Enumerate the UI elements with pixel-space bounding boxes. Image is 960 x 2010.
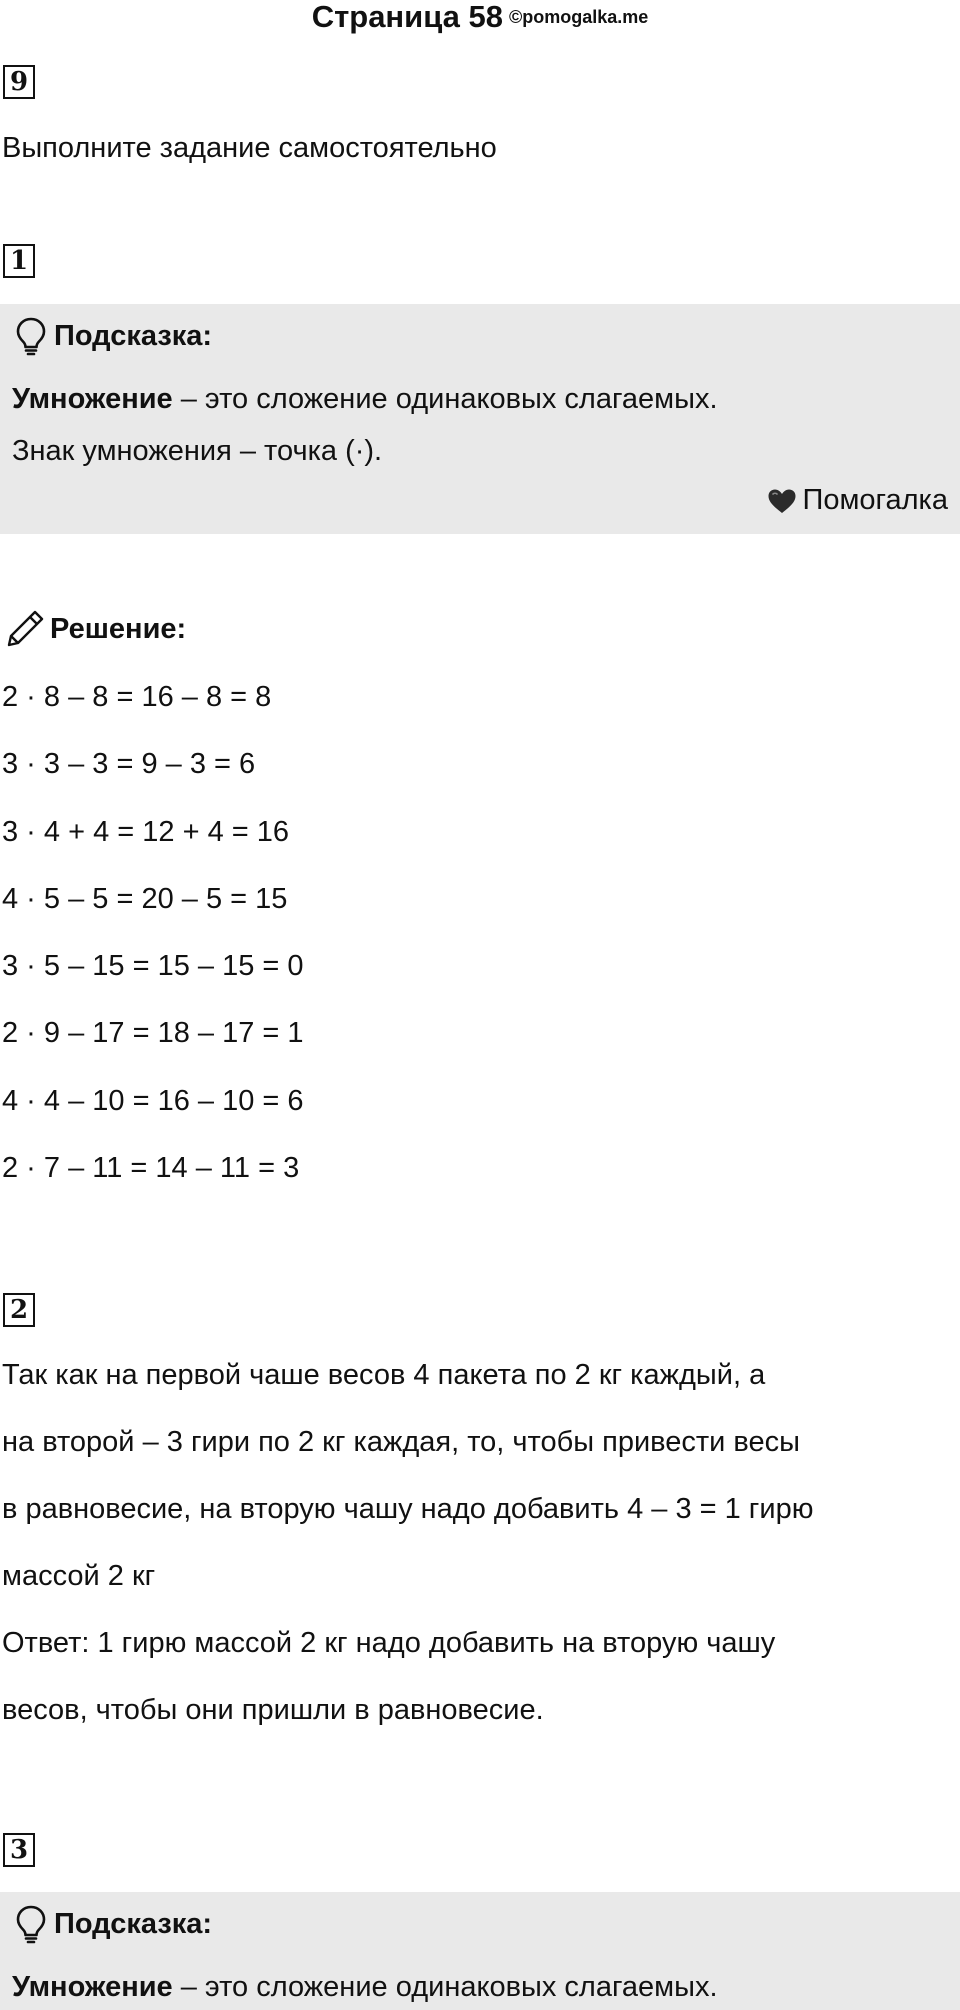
site-watermark: ©pomogalka.me bbox=[509, 7, 649, 27]
solution-line: 2 · 9 – 17 = 18 – 17 = 1 bbox=[2, 1017, 304, 1049]
brand-signature bbox=[767, 484, 948, 517]
task-2-line: на второй – 3 гири по 2 кг каждая, то, чтобы привести весы bbox=[2, 1426, 800, 1458]
task-2-line: массой 2 кг bbox=[2, 1560, 156, 1592]
solution-line: 2 · 7 – 11 = 14 – 11 = 3 bbox=[2, 1152, 300, 1184]
hint-term: Умножение bbox=[12, 383, 173, 415]
solution-line: 3 · 4 + 4 = 12 + 4 = 16 bbox=[2, 816, 289, 848]
solution-header bbox=[4, 608, 186, 650]
solution-line: 2 · 8 – 8 = 16 – 8 = 8 bbox=[2, 681, 272, 713]
pencil-icon bbox=[4, 608, 46, 650]
solution-line: 4 · 5 – 5 = 20 – 5 = 15 bbox=[2, 883, 288, 915]
hint-label: Подсказка: bbox=[54, 1907, 213, 1940]
task-2-answer: Ответ: 1 гирю массой 2 кг надо добавить на вторую чашу bbox=[2, 1627, 776, 1659]
page-header bbox=[0, 0, 960, 36]
solution-line: 3 · 5 – 15 = 15 – 15 = 0 bbox=[2, 950, 304, 982]
heart-icon bbox=[767, 488, 797, 514]
lightbulb-icon bbox=[14, 1904, 48, 1944]
hint-definition-text: – это сложение одинаковых слагаемых. bbox=[172, 383, 718, 415]
hint-term: Умножение bbox=[12, 1971, 173, 2003]
task-number-9: 9 bbox=[3, 65, 35, 99]
task-number-2: 2 bbox=[3, 1293, 35, 1327]
task-number-1: 1 bbox=[3, 244, 35, 278]
hint-definition bbox=[12, 1970, 718, 2004]
hint-definition-text: – это сложение одинаковых слагаемых. bbox=[172, 1971, 718, 2003]
hint-box bbox=[0, 304, 960, 534]
hint-label: Подсказка: bbox=[54, 319, 213, 352]
hint-sign-note: Знак умножения – точка (·). bbox=[12, 435, 383, 467]
task-2-line: в равновесие, на вторую чашу надо добавить 4 – 3 = 1 гирю bbox=[2, 1493, 814, 1525]
task-2-answer: весов, чтобы они пришли в равновесие. bbox=[2, 1694, 544, 1726]
task-2-line: Так как на первой чаше весов 4 пакета по 2 кг каждый, а bbox=[2, 1359, 766, 1391]
lightbulb-icon bbox=[14, 316, 48, 356]
hint-header bbox=[14, 1904, 212, 1944]
solution-label: Решение: bbox=[50, 612, 187, 645]
solution-line: 4 · 4 – 10 = 16 – 10 = 6 bbox=[2, 1085, 304, 1117]
hint-header bbox=[14, 316, 212, 356]
task-number-3: 3 bbox=[3, 1833, 35, 1867]
solution-line: 3 · 3 – 3 = 9 – 3 = 6 bbox=[2, 748, 256, 780]
task-9-text: Выполните задание самостоятельно bbox=[2, 132, 497, 164]
brand-name: Помогалка bbox=[802, 484, 948, 516]
hint-definition bbox=[12, 382, 718, 416]
page-title: Страница 58 bbox=[311, 0, 503, 34]
hint-box bbox=[0, 1892, 960, 2010]
